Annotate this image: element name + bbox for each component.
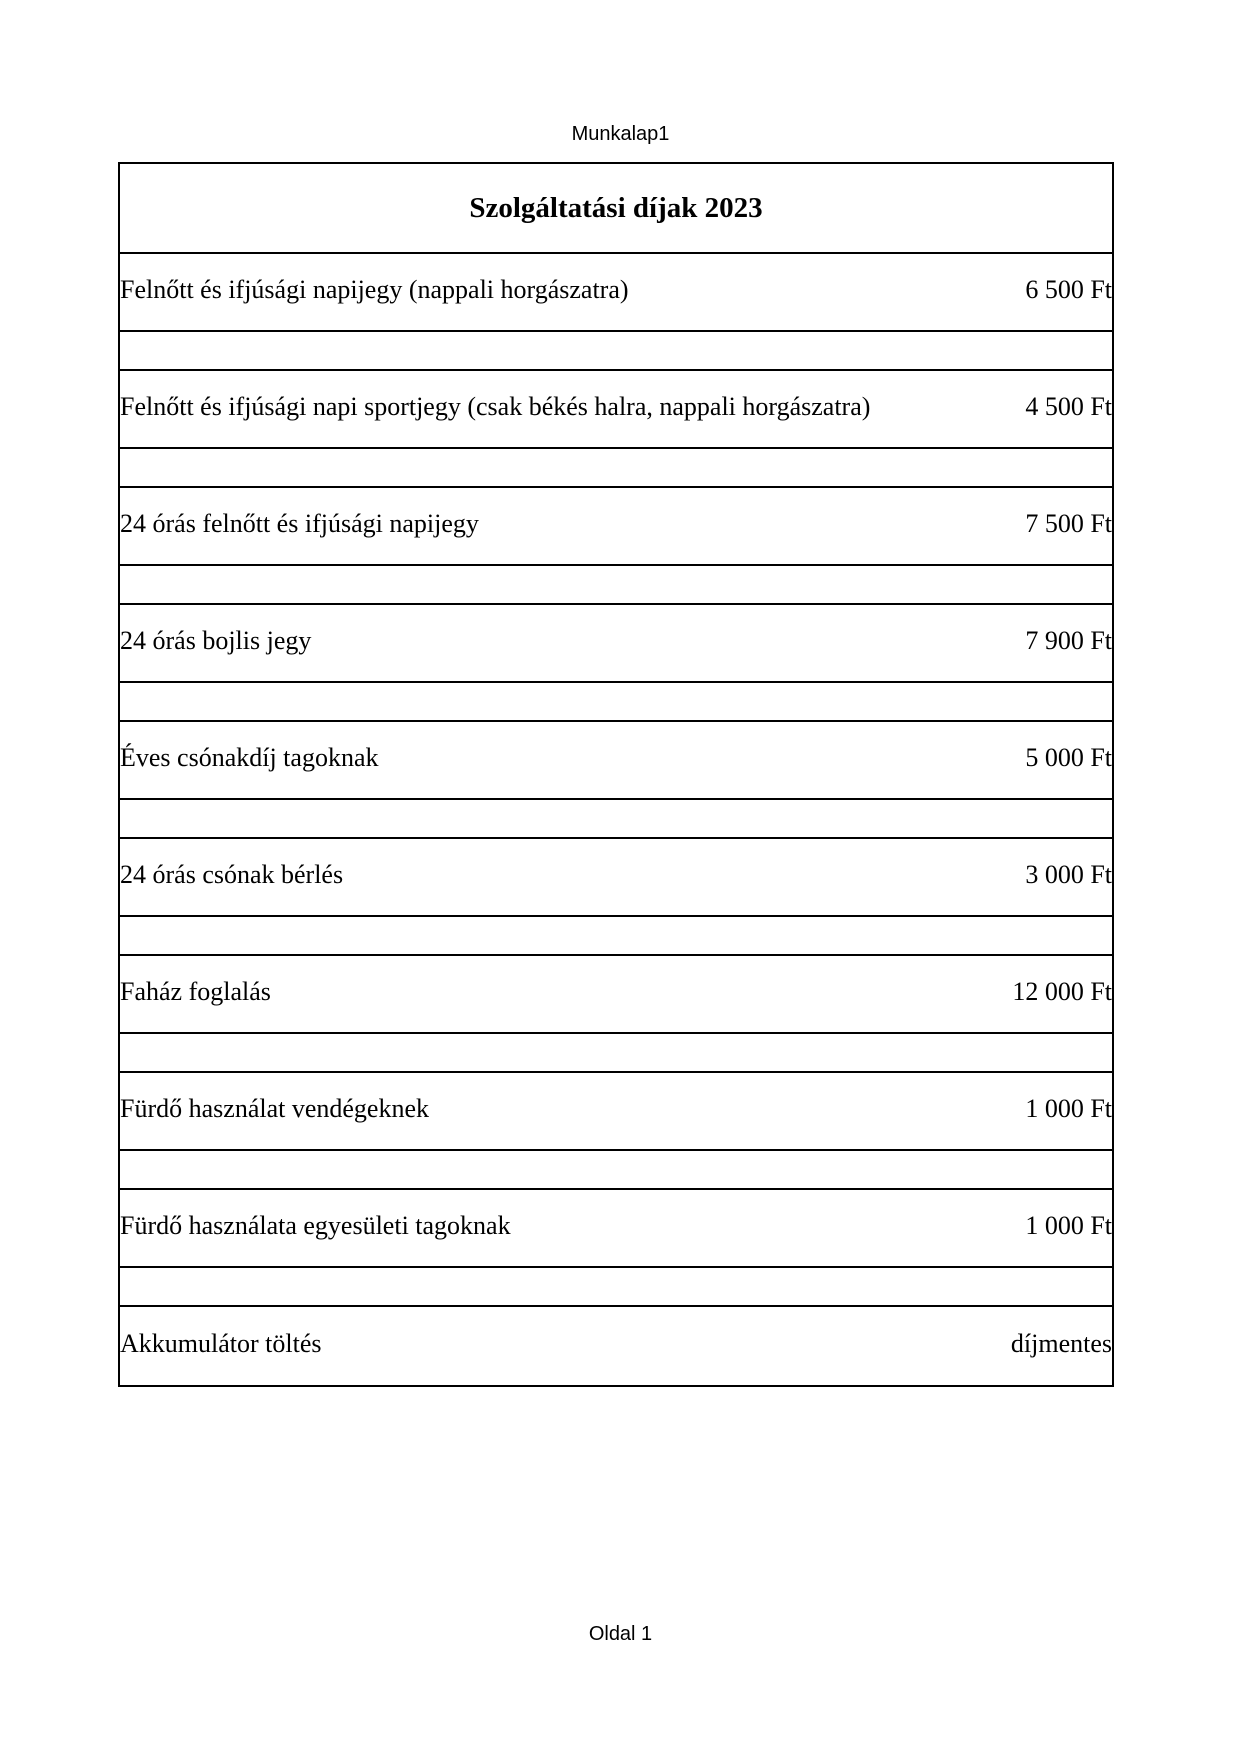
table-row (120, 722, 1112, 800)
empty-row (120, 1034, 1112, 1073)
empty-row (120, 449, 1112, 488)
row-label: Felnőtt és ifjúsági napi sportjegy (csak békés halra, nappali horgászatra) (120, 392, 871, 421)
table-row (120, 956, 1112, 1034)
empty-row (120, 566, 1112, 605)
table-row (120, 605, 1112, 683)
row-label: 24 órás csónak bérlés (120, 860, 344, 889)
row-label: 24 órás felnőtt és ifjúsági napijegy (120, 509, 479, 538)
row-label: Fürdő használat vendégeknek (120, 1094, 430, 1123)
page-number-footer: Oldal 1 (588, 1623, 653, 1645)
table-row (120, 1190, 1112, 1268)
empty-row (120, 917, 1112, 956)
table-row (120, 1307, 1112, 1385)
row-label: 24 órás bojlis jegy (120, 626, 312, 655)
empty-row (120, 1151, 1112, 1190)
row-price: 4 500 Ft (1025, 392, 1112, 421)
table-row (120, 371, 1112, 449)
table-row (120, 254, 1112, 332)
table-title: Szolgáltatási díjak 2023 (120, 164, 1112, 254)
row-label: Felnőtt és ifjúsági napijegy (nappali horgászatra) (120, 275, 629, 304)
row-price: 3 000 Ft (1025, 860, 1112, 889)
table-row (120, 488, 1112, 566)
price-table (118, 162, 1114, 1387)
row-price: 12 000 Ft (1012, 977, 1112, 1006)
row-label: Faház foglalás (120, 977, 271, 1006)
table-row (120, 1073, 1112, 1151)
row-label: Fürdő használata egyesületi tagoknak (120, 1211, 511, 1240)
empty-row (120, 683, 1112, 722)
row-price: 1 000 Ft (1025, 1094, 1112, 1123)
row-price: díjmentes (1010, 1329, 1112, 1358)
table-row (120, 839, 1112, 917)
row-price: 5 000 Ft (1025, 743, 1112, 772)
sheet-name-header: Munkalap1 (571, 123, 670, 145)
row-price: 6 500 Ft (1025, 275, 1112, 304)
empty-row (120, 800, 1112, 839)
row-label: Éves csónakdíj tagoknak (120, 743, 379, 772)
row-price: 7 900 Ft (1025, 626, 1112, 655)
row-price: 1 000 Ft (1025, 1211, 1112, 1240)
empty-row (120, 332, 1112, 371)
row-label: Akkumulátor töltés (120, 1329, 322, 1358)
row-price: 7 500 Ft (1025, 509, 1112, 538)
empty-row (120, 1268, 1112, 1307)
